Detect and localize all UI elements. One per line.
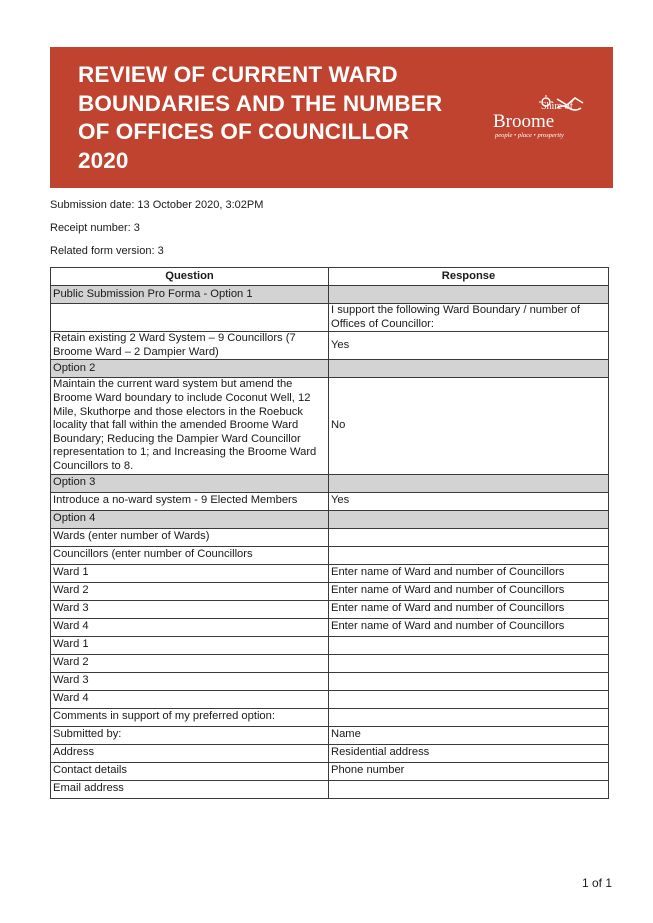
- receipt-number: Receipt number: 3: [50, 222, 140, 234]
- table-row: [51, 546, 609, 564]
- question-cell: Contact details: [51, 762, 329, 780]
- question-cell: Ward 4: [51, 690, 329, 708]
- logo-name: Broome: [493, 111, 555, 132]
- table-row: [51, 528, 609, 546]
- response-cell: Name: [329, 726, 609, 744]
- document-title: REVIEW OF CURRENT WARD BOUNDARIES AND THE NUMBER OF OFFICES OF COUNCILLOR 2020: [78, 62, 443, 173]
- response-cell: Enter name of Ward and number of Councillors: [329, 600, 609, 618]
- column-header-response: Response: [329, 268, 609, 286]
- submission-date: Submission date: 13 October 2020, 3:02PM: [50, 199, 264, 211]
- response-cell: [329, 546, 609, 564]
- section-row: [51, 286, 609, 304]
- table-row: [51, 492, 609, 510]
- submission-table: [50, 267, 609, 799]
- question-cell: Councillors (enter number of Councillors: [51, 546, 329, 564]
- table-row: [51, 762, 609, 780]
- table-row: [51, 618, 609, 636]
- table-row: [51, 708, 609, 726]
- page-number: 1 of 1: [582, 876, 613, 890]
- response-cell: Yes: [329, 332, 609, 360]
- question-cell: Ward 1: [51, 636, 329, 654]
- response-cell: [329, 780, 609, 798]
- response-cell: [329, 286, 609, 304]
- title-banner: [50, 47, 613, 188]
- table-row: [51, 726, 609, 744]
- response-cell: [329, 360, 609, 378]
- table-row: [51, 564, 609, 582]
- response-cell: [329, 672, 609, 690]
- question-cell: Address: [51, 744, 329, 762]
- table-row: [51, 636, 609, 654]
- column-header-question: Question: [51, 268, 329, 286]
- question-cell: Comments in support of my preferred option:: [51, 708, 329, 726]
- question-cell: Submitted by:: [51, 726, 329, 744]
- response-cell: Residential address: [329, 744, 609, 762]
- table-row: [51, 600, 609, 618]
- question-cell: Ward 2: [51, 582, 329, 600]
- question-cell: Wards (enter number of Wards): [51, 528, 329, 546]
- table-row: [51, 332, 609, 360]
- shire-of-broome-logo: [493, 95, 593, 143]
- section-row: [51, 510, 609, 528]
- question-cell: Public Submission Pro Forma - Option 1: [51, 286, 329, 304]
- question-cell: Retain existing 2 Ward System – 9 Councillors (7 Broome Ward – 2 Dampier Ward): [51, 332, 329, 360]
- table-row: [51, 582, 609, 600]
- response-cell: [329, 654, 609, 672]
- response-cell: No: [329, 378, 609, 474]
- response-cell: [329, 510, 609, 528]
- response-cell: I support the following Ward Boundary / number of Offices of Councillor:: [329, 304, 609, 332]
- table-row: [51, 690, 609, 708]
- question-cell: Ward 2: [51, 654, 329, 672]
- table-row: [51, 672, 609, 690]
- table-row: [51, 744, 609, 762]
- table-body: [51, 286, 609, 799]
- section-row: [51, 360, 609, 378]
- question-cell: [51, 304, 329, 332]
- response-cell: [329, 636, 609, 654]
- response-cell: Yes: [329, 492, 609, 510]
- section-row: [51, 474, 609, 492]
- response-cell: [329, 708, 609, 726]
- question-cell: Option 4: [51, 510, 329, 528]
- table-row: [51, 304, 609, 332]
- table-row: [51, 780, 609, 798]
- response-cell: [329, 474, 609, 492]
- table-header-row: [51, 268, 609, 286]
- question-cell: Introduce a no-ward system - 9 Elected Members: [51, 492, 329, 510]
- question-cell: Email address: [51, 780, 329, 798]
- response-cell: Enter name of Ward and number of Councillors: [329, 618, 609, 636]
- response-cell: Enter name of Ward and number of Councillors: [329, 564, 609, 582]
- response-cell: Phone number: [329, 762, 609, 780]
- question-cell: Ward 3: [51, 672, 329, 690]
- question-cell: Option 2: [51, 360, 329, 378]
- question-cell: Ward 3: [51, 600, 329, 618]
- table-row: [51, 378, 609, 474]
- logo-shire-text: Shire of: [541, 101, 573, 112]
- response-cell: Enter name of Ward and number of Councillors: [329, 582, 609, 600]
- response-cell: [329, 690, 609, 708]
- question-cell: Ward 1: [51, 564, 329, 582]
- form-version: Related form version: 3: [50, 245, 164, 257]
- response-cell: [329, 528, 609, 546]
- question-cell: Option 3: [51, 474, 329, 492]
- question-cell: Maintain the current ward system but amend the Broome Ward boundary to include Coconut Well, 12 Mile, Skuthorpe and those electors in the Roebuck locality that fall within the amended Broome Ward Boundary; Reducing the Dampier Ward Councillor representation to 1; and Increasing the Broome Ward Councillors to 8.: [51, 378, 329, 474]
- table-row: [51, 654, 609, 672]
- question-cell: Ward 4: [51, 618, 329, 636]
- logo-tagline: people • place • prosperity: [495, 132, 564, 139]
